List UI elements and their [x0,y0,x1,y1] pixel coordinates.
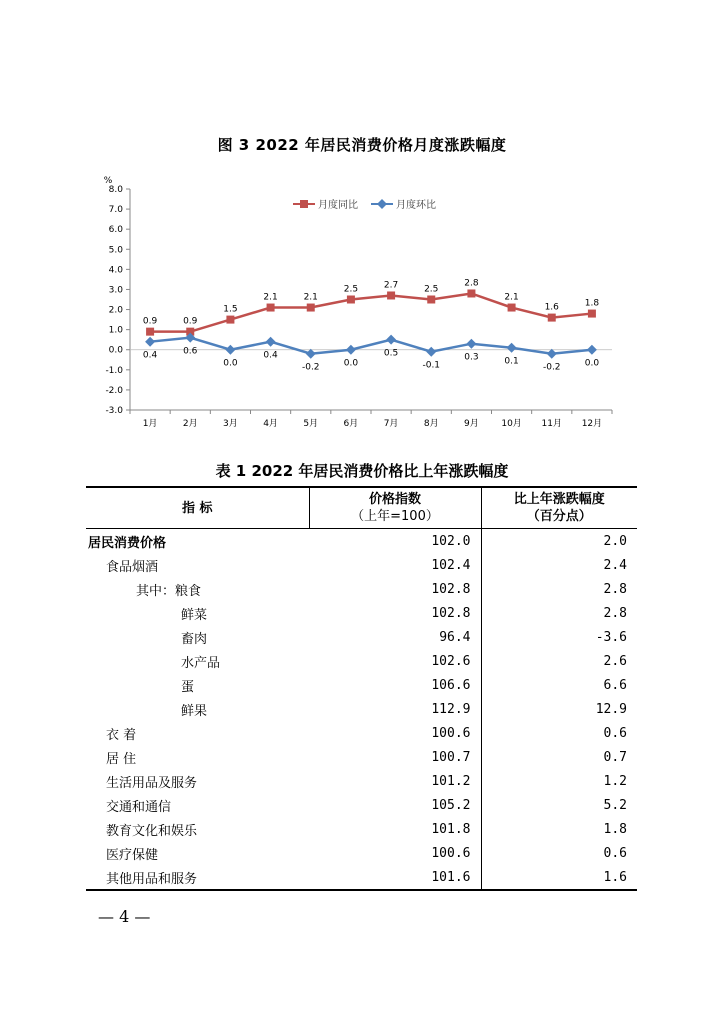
y-tick-label: 2.0 [108,305,123,316]
row-index-value: 105.2 [431,797,471,813]
data-point-mom [266,337,276,347]
data-label: 1.8 [584,298,600,309]
y-tick-label: -1.0 [105,365,123,376]
table-row [86,721,637,745]
y-tick-label: 1.0 [108,325,123,336]
data-point-mom [306,349,316,359]
data-point-yoy [387,291,395,299]
table-row [86,697,637,721]
x-tick-label: 9月 [464,419,479,429]
data-label: 1.6 [544,302,559,313]
row-label: 居民消费价格 [88,535,167,551]
row-index-value: 102.8 [431,581,471,597]
table-row [86,673,637,697]
row-change-value: -3.6 [481,625,637,649]
x-tick-label: 2月 [182,419,198,429]
table-row [86,625,637,649]
data-label: 0.5 [383,348,399,359]
data-label: -0.1 [422,360,441,371]
y-tick-label: 4.0 [108,265,123,276]
data-point-mom [386,335,396,345]
table-title: 表 1 2022 年居民消费价格比上年涨跌幅度 [215,462,509,480]
row-index-value: 102.8 [431,605,471,621]
x-tick-label: 8月 [423,419,439,429]
data-point-mom [587,345,597,355]
row-label: 食品烟酒 [106,559,159,575]
data-point-yoy [307,304,315,312]
row-label: 鲜果 [181,703,208,719]
data-label: 0.4 [263,350,278,361]
row-index-value: 102.0 [431,533,471,549]
data-label: 0.0 [223,358,238,369]
table-row [86,577,637,601]
row-label: 其他用品和服务 [86,865,309,890]
table-row [86,553,637,577]
cpi-monthly-chart [85,168,630,440]
table-row [86,841,637,865]
row-change-value: 0.6 [481,841,637,865]
x-tick-label: 12月 [581,419,603,429]
data-point-mom [346,345,356,355]
data-label: 2.5 [424,284,439,295]
header-change [481,487,637,529]
data-label: 0.1 [504,356,519,367]
data-point-mom [145,337,155,347]
y-tick-label: -2.0 [105,385,123,396]
data-point-mom [507,343,517,353]
row-change-value: 1.8 [481,817,637,841]
row-change-value: 5.2 [481,793,637,817]
x-tick-label: 7月 [383,419,399,429]
x-tick-label: 1月 [142,419,158,429]
data-point-mom [426,347,436,357]
legend-label-0: 月度同比 [318,200,358,211]
data-point-yoy [146,328,154,336]
table-row [86,745,637,769]
data-point-yoy [548,314,556,322]
data-label: 0.3 [464,352,479,363]
row-index-value: 100.7 [431,749,471,765]
y-tick-label: 5.0 [108,245,123,256]
x-tick-label: 6月 [343,419,359,429]
data-label: 0.9 [142,316,158,327]
header-price-index-line2: （上年=100） [351,509,439,524]
table-row [86,817,637,841]
table-row [86,793,637,817]
legend-marker-0 [300,200,308,208]
data-label: 1.5 [223,304,238,315]
data-label: -0.2 [301,362,320,373]
row-label: 鲜菜 [181,607,208,623]
data-point-yoy [508,304,516,312]
row-change-value: 12.9 [481,697,637,721]
data-label: 0.9 [183,316,198,327]
data-label: 2.1 [504,292,519,303]
data-label: 2.8 [464,278,479,289]
y-tick-label: 0.0 [108,345,123,356]
row-label: 蛋 [181,679,195,695]
data-label: -0.2 [542,362,561,373]
table-row [86,865,637,890]
row-index-value: 101.6 [309,865,481,890]
series-line-1 [150,338,592,354]
data-label: 0.6 [183,346,198,357]
data-label: 0.0 [584,358,600,369]
row-label: 居 住 [106,751,137,767]
data-point-mom [466,339,476,349]
row-change-value: 2.6 [481,649,637,673]
row-index-value: 100.6 [431,845,471,861]
row-label: 其中：粮食 [136,583,202,599]
row-label: 衣 着 [106,727,137,743]
data-point-yoy [588,310,596,318]
row-index-value: 101.2 [431,773,471,789]
x-tick-label: 5月 [303,419,319,429]
row-change-value: 6.6 [481,673,637,697]
data-point-mom [547,349,557,359]
data-point-mom [225,345,235,355]
row-label: 医疗保健 [106,847,159,863]
header-indicator: 指 标 [86,487,309,529]
row-label: 畜肉 [181,631,208,647]
data-point-yoy [267,304,275,312]
row-index-value: 101.8 [431,821,471,837]
x-tick-label: 10月 [501,419,522,429]
chart-title: 图 3 2022 年居民消费价格月度涨跌幅度 [217,136,507,154]
x-tick-label: 4月 [263,419,278,429]
series-line-0 [150,293,592,331]
row-change-value: 2.8 [481,601,637,625]
header-price-index [309,487,481,529]
row-change-value: 2.4 [481,553,637,577]
y-tick-label: 6.0 [108,225,123,236]
row-change-value: 1.6 [481,865,637,890]
legend-marker-1 [377,199,387,209]
y-tick-label: -3.0 [105,406,123,416]
table-row [86,769,637,793]
row-label: 生活用品及服务 [106,775,198,791]
cpi-table [86,486,637,891]
table-header-row [86,487,637,529]
data-label: 2.1 [263,292,278,303]
header-change-line2: （百分点） [526,509,592,524]
y-tick-label: 7.0 [108,205,123,216]
data-label: 2.7 [383,280,399,291]
y-tick-label: 3.0 [108,285,123,296]
table-row [86,649,637,673]
header-change-line1: 比上年涨跌幅度 [513,492,605,507]
x-tick-label: 11月 [541,419,562,429]
row-change-value: 2.8 [481,577,637,601]
table-row [86,529,637,554]
row-change-value: 1.2 [481,769,637,793]
row-change-value: 0.7 [481,745,637,769]
data-label: 0.0 [343,358,359,369]
row-index-value: 100.6 [431,725,471,741]
row-label: 水产品 [181,655,221,671]
row-index-value: 112.9 [431,701,471,717]
row-index-value: 102.6 [431,653,471,669]
row-index-value: 96.4 [439,629,471,645]
row-change-value: 0.6 [481,721,637,745]
data-label: 0.4 [142,350,158,361]
data-point-yoy [226,316,234,324]
data-point-yoy [347,296,355,304]
row-label: 交通和通信 [106,799,172,815]
row-index-value: 106.6 [431,677,471,693]
y-axis-unit: % [103,176,113,186]
legend-label-1: 月度环比 [396,200,436,211]
row-index-value: 102.4 [431,557,471,573]
data-label: 2.1 [303,292,318,303]
data-point-yoy [467,289,475,297]
y-tick-label: 8.0 [108,185,123,195]
table-row [86,601,637,625]
row-change-value: 2.0 [481,529,637,554]
page-number: — 4 — [98,907,151,926]
header-price-index-line1: 价格指数 [368,492,421,507]
data-label: 2.5 [343,284,359,295]
data-point-yoy [427,296,435,304]
row-label: 教育文化和娱乐 [106,823,198,839]
x-tick-label: 3月 [223,419,238,429]
